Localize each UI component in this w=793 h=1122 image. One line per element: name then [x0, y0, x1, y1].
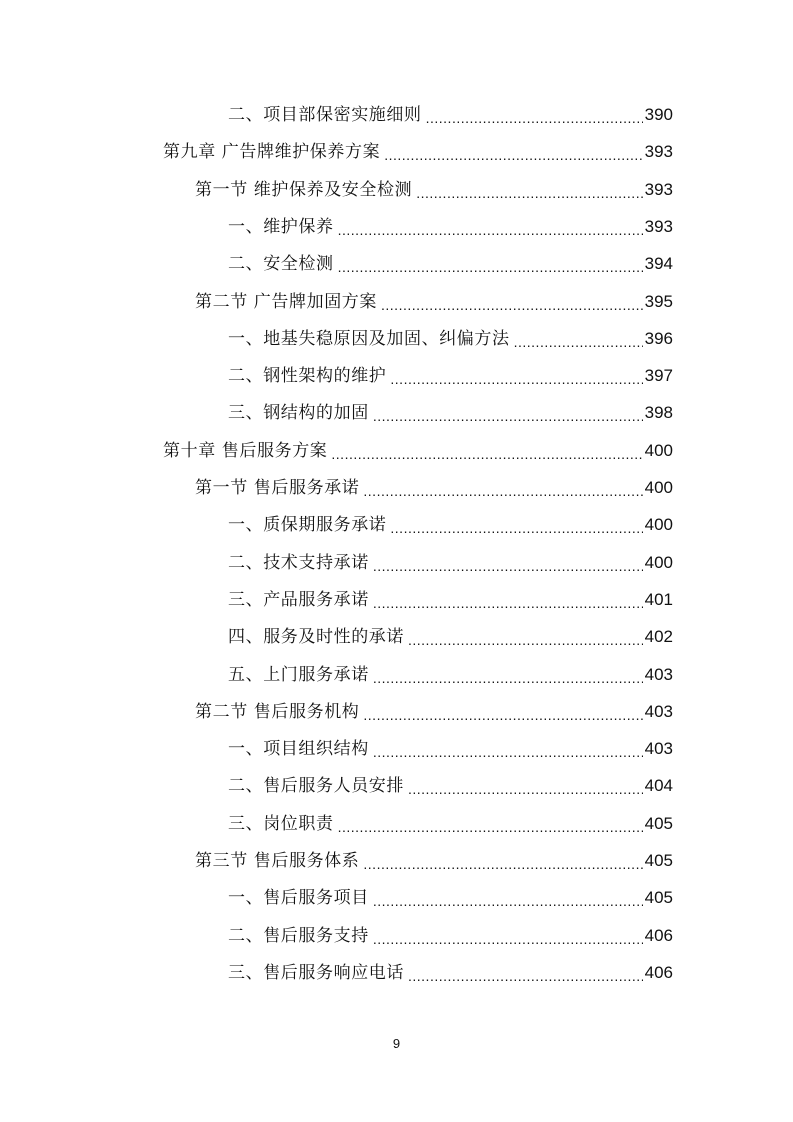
- toc-entry-title: 三、产品服务承诺: [228, 589, 369, 610]
- toc-entry[interactable]: [228, 510, 673, 540]
- toc-entry[interactable]: [228, 212, 673, 242]
- toc-entry-page: 405: [644, 888, 673, 908]
- toc-entry[interactable]: [228, 249, 673, 279]
- toc-entry-title: 一、售后服务项目: [228, 888, 369, 909]
- dot-leader: [373, 551, 643, 581]
- toc-entry-page: 403: [644, 701, 673, 721]
- dot-leader: [338, 252, 643, 282]
- toc-entry-title: 第二节 售后服务机构: [195, 701, 360, 722]
- toc-entry[interactable]: [228, 660, 673, 690]
- toc-entry-page: 393: [644, 179, 673, 199]
- toc-entry[interactable]: [228, 958, 673, 988]
- dot-leader: [390, 364, 642, 394]
- toc-entry-page: 393: [644, 142, 673, 162]
- toc-entry-page: 390: [644, 105, 673, 124]
- dot-leader: [363, 700, 642, 730]
- toc-entry[interactable]: [228, 809, 673, 839]
- toc-entry-title: 二、项目部保密实施细则: [228, 105, 422, 125]
- toc-entry-page: 400: [644, 440, 673, 460]
- toc-entry[interactable]: [228, 622, 673, 652]
- toc-entry-page: 395: [644, 291, 673, 311]
- toc-entry-page: 394: [644, 254, 673, 274]
- toc-entry-page: 400: [644, 515, 673, 535]
- toc-entry[interactable]: [228, 361, 673, 391]
- toc-entry-title: 二、售后服务人员安排: [228, 776, 404, 797]
- toc-entry-title: 二、售后服务支持: [228, 925, 369, 946]
- toc-entry-page: 403: [644, 664, 673, 684]
- toc-entry-title: 第一节 维护保养及安全检测: [195, 179, 413, 200]
- toc-entry-title: 一、维护保养: [228, 216, 334, 237]
- toc-entry-title: 一、地基失稳原因及加固、纠偏方法: [228, 328, 510, 349]
- toc-entry[interactable]: [228, 585, 673, 615]
- toc-entry[interactable]: [228, 883, 673, 913]
- toc-entry-title: 二、安全检测: [228, 254, 334, 275]
- toc-entry-page: 397: [644, 366, 673, 386]
- toc-entry-page: 405: [644, 851, 673, 870]
- toc-entry-title: 一、质保期服务承诺: [228, 515, 387, 536]
- toc-entry-page: 404: [644, 776, 673, 796]
- toc-entry[interactable]: [163, 137, 673, 167]
- dot-leader: [390, 513, 642, 543]
- toc-entry[interactable]: [228, 771, 673, 801]
- toc-entry-title: 第十章 售后服务方案: [163, 440, 328, 461]
- toc-entry[interactable]: [195, 697, 673, 727]
- dot-leader: [384, 140, 642, 170]
- dot-leader: [363, 849, 642, 879]
- toc-entry-title: 三、钢结构的加固: [228, 403, 369, 424]
- toc-entry[interactable]: [228, 398, 673, 428]
- toc-entry-title: 五、上门服务承诺: [228, 664, 369, 685]
- toc-entry[interactable]: [228, 548, 673, 578]
- toc-entry-page: 400: [644, 478, 673, 497]
- dot-leader: [408, 961, 643, 991]
- toc-entry-page: 393: [644, 216, 673, 236]
- dot-leader: [408, 625, 643, 655]
- page-number: 9: [392, 1036, 401, 1051]
- toc-entry[interactable]: [163, 436, 673, 466]
- toc-entry-title: 第三节 售后服务体系: [195, 851, 360, 871]
- toc-entry-page: 403: [644, 739, 673, 759]
- toc-entry-page: 400: [644, 552, 673, 572]
- toc-entry-title: 第二节 广告牌加固方案: [195, 291, 378, 312]
- toc-entry-title: 一、项目组织结构: [228, 739, 369, 760]
- toc-entry[interactable]: [195, 287, 673, 317]
- toc-entry[interactable]: [228, 921, 673, 951]
- toc-entry-page: 402: [644, 627, 673, 647]
- dot-leader: [373, 401, 643, 431]
- toc-entry[interactable]: [228, 734, 673, 764]
- dot-leader: [331, 439, 642, 469]
- toc-entry[interactable]: [195, 473, 673, 503]
- toc-entry-title: 二、钢性架构的维护: [228, 366, 387, 387]
- toc-entry-page: 406: [644, 925, 673, 945]
- dot-leader: [373, 886, 643, 916]
- toc-entry-page: 406: [644, 962, 673, 982]
- toc-entry[interactable]: [228, 100, 673, 130]
- dot-leader: [373, 663, 643, 693]
- toc-entry-page: 396: [644, 328, 673, 348]
- toc-entry-title: 四、服务及时性的承诺: [228, 627, 404, 648]
- toc-entry[interactable]: [228, 324, 673, 354]
- toc-entry-title: 第一节 售后服务承诺: [195, 478, 360, 498]
- dot-leader: [373, 737, 643, 767]
- toc-entry-title: 二、技术支持承诺: [228, 552, 369, 573]
- toc-entry[interactable]: [195, 846, 673, 876]
- toc-entry-page: 398: [644, 403, 673, 423]
- toc-entry-title: 三、岗位职责: [228, 813, 334, 834]
- toc-entry-title: 第九章 广告牌维护保养方案: [163, 142, 381, 163]
- dot-leader: [416, 178, 642, 208]
- toc-entry-title: 三、售后服务响应电话: [228, 962, 404, 983]
- dot-leader: [426, 103, 643, 133]
- toc-entry-page: 401: [644, 589, 673, 609]
- dot-leader: [338, 215, 643, 245]
- dot-leader: [373, 588, 643, 618]
- dot-leader: [381, 290, 643, 320]
- toc-entry-page: 405: [644, 813, 673, 833]
- dot-leader: [514, 327, 643, 357]
- dot-leader: [373, 924, 643, 954]
- dot-leader: [363, 476, 642, 506]
- dot-leader: [408, 774, 643, 804]
- dot-leader: [338, 812, 643, 842]
- toc-entry[interactable]: [195, 175, 673, 205]
